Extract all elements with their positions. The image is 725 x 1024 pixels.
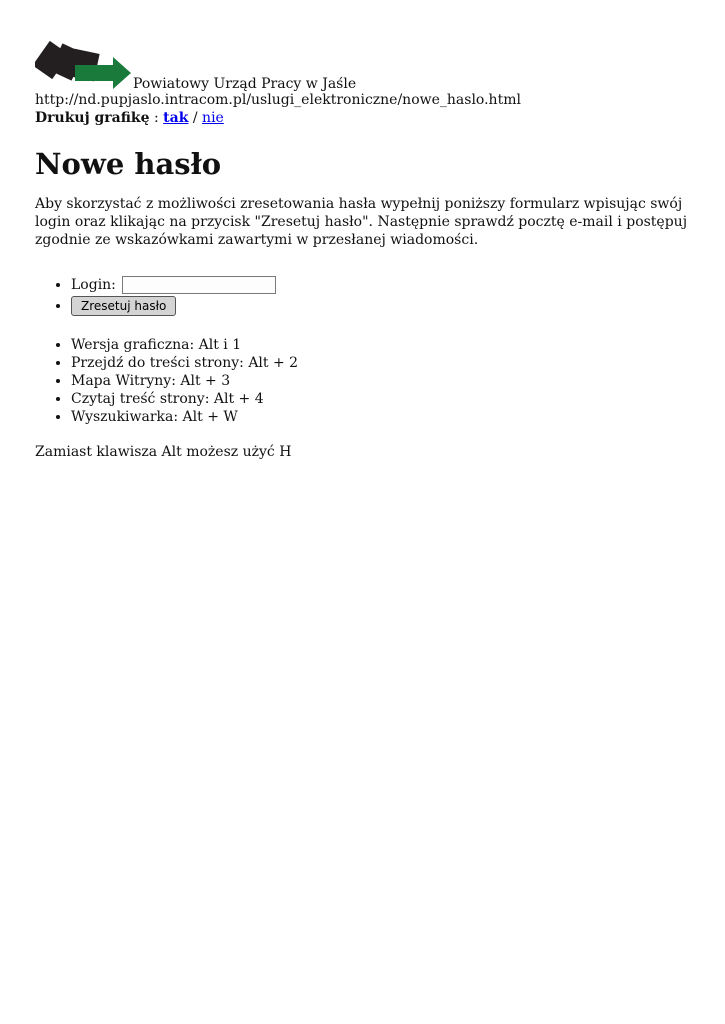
page [0, 0, 725, 461]
shortcut-item: • Wyszukiwarka: Alt + W [71, 408, 725, 426]
reset-form [35, 275, 725, 316]
print-no-link[interactable]: nie [202, 110, 224, 126]
print-slash: / [192, 110, 198, 126]
page-url: http://nd.pupjaslo.intracom.pl/uslugi_elektroniczne/nowe_haslo.html [35, 92, 521, 108]
reset-password-button[interactable]: Zresetuj hasło [71, 296, 176, 316]
print-graphics-toggle [35, 109, 725, 127]
reset-row [71, 295, 725, 316]
intro-text: Aby skorzystać z możliwości zresetowania hasła wypełnij poniższy formularz wpisując swój login oraz klikając na przycisk "Zresetuj hasło". Następnie sprawdź pocztę e-mail i postępuj zgodnie ze wskazówkami zawartymi w przesłanej wiadomości. [35, 196, 688, 248]
login-label: Login: [71, 277, 116, 293]
shortcut-item: • Mapa Witryny: Alt + 3 [71, 372, 725, 390]
keyboard-shortcuts-list [35, 336, 725, 426]
print-yes-link[interactable]: tak [163, 110, 189, 126]
alt-key-note: Zamiast klawisza Alt możesz użyć H [35, 444, 292, 460]
page-title: Nowe hasło [35, 147, 222, 181]
login-input[interactable] [122, 276, 276, 294]
org-name: Powiatowy Urząd Pracy w Jaśle [133, 76, 357, 92]
shortcut-item: • Czytaj treść strony: Alt + 4 [71, 390, 725, 408]
header [35, 33, 725, 92]
pup-logo-icon[interactable] [35, 37, 131, 89]
login-row [71, 275, 725, 295]
print-graphics-label: Drukuj grafikę [35, 110, 150, 126]
print-colon: : [154, 110, 159, 126]
shortcut-item: • Wersja graficzna: Alt i 1 [71, 336, 725, 354]
shortcut-item: • Przejdź do treści strony: Alt + 2 [71, 354, 725, 372]
